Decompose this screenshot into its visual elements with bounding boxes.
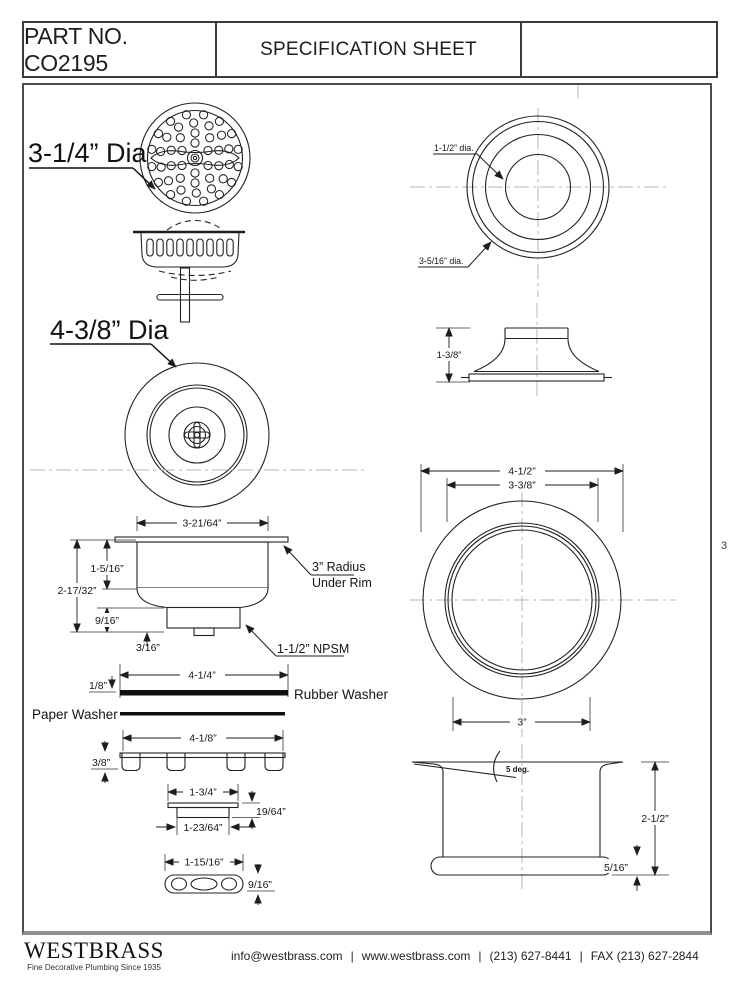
dim-flange-inner: 3” (517, 716, 527, 729)
body-front-view (412, 744, 677, 891)
dim-flange-height: 1-3/8” (436, 350, 462, 361)
dim-metal-width: 4-1/8” (189, 732, 217, 745)
contact-line (231, 949, 699, 963)
stopper-profile (156, 784, 286, 835)
label-paper-washer: Paper Washer (32, 707, 118, 722)
dim-basket-width: 1-15/16” (184, 856, 224, 869)
strainer-top-view (28, 103, 250, 213)
contact-separator: | (350, 949, 354, 963)
dim-upper-height: 1-5/16” (90, 563, 124, 575)
dim-lower-height: 9/16” (95, 615, 119, 627)
part-number: PART NO. CO2195 (24, 23, 217, 76)
dim-flange-mid: 3-3/8” (508, 479, 536, 492)
basket-bottom-view (165, 854, 275, 905)
strainer-hole-pattern (148, 111, 243, 206)
paper-washer-bar (120, 712, 285, 716)
brand-name: WESTBRASS (24, 938, 164, 963)
dim-stopper-height: 19/64” (256, 806, 286, 818)
rubber-washer-bar (120, 690, 288, 696)
brand-block (24, 938, 164, 972)
washer-stack (32, 664, 389, 783)
body-side-section (52, 516, 372, 656)
brand-tagline: Fine Decorative Plumbing Since 1935 (27, 963, 161, 973)
dim-rubber-width: 4-1/4” (188, 669, 216, 682)
contact-phone: (213) 627-8441 (489, 949, 572, 963)
dim-stopper-top: 1-3/4” (189, 786, 217, 799)
contact-separator: | (478, 949, 482, 963)
label-rubber-washer: Rubber Washer (294, 687, 389, 702)
flange-front-view (410, 464, 676, 737)
dim-metal-height: 3/8” (92, 757, 111, 769)
flange-rear-view (410, 85, 666, 297)
note-radius-line2: Under Rim (312, 576, 372, 590)
page-number: 3 (721, 540, 728, 552)
dim-total-height: 2-17/32” (57, 585, 97, 597)
dim-rim-width: 3-21/64” (182, 517, 222, 530)
contact-email: info@westbrass.com (231, 949, 343, 963)
note-radius-line1: 3” Radius (312, 560, 366, 574)
dim-basket-height: 9/16” (248, 879, 272, 891)
label-strainer-dia: 3-1/4” Dia (28, 138, 147, 168)
flange-side-view (431, 303, 612, 400)
basket-side-view (133, 221, 245, 323)
dim-outer-dia: 3-5/16” dia. (419, 256, 464, 266)
contact-separator: | (579, 949, 583, 963)
dim-stopper-bottom: 1-23/64” (183, 822, 223, 834)
label-flange-dia: 4-3/8” Dia (50, 315, 169, 345)
dim-rubber-thickness: 1/8” (89, 680, 108, 692)
dim-lip-height: 5/16” (604, 862, 628, 874)
sheet-title: SPECIFICATION SHEET (217, 23, 522, 76)
dim-body-height: 2-1/2” (641, 813, 669, 825)
metal-washer-bar (120, 753, 285, 758)
contact-website: www.westbrass.com (361, 949, 471, 963)
contact-fax: FAX (213) 627-2844 (590, 949, 699, 963)
flange-top-view (30, 315, 367, 507)
dim-rim-angle: 5 deg. (506, 765, 530, 774)
dim-flange-outer: 4-1/2” (508, 465, 536, 478)
note-thread: 1-1/2” NPSM (277, 642, 350, 656)
dim-inner-dia: 1-1/2” dia. (434, 143, 474, 153)
dim-tab-height: 3/16” (136, 642, 160, 654)
